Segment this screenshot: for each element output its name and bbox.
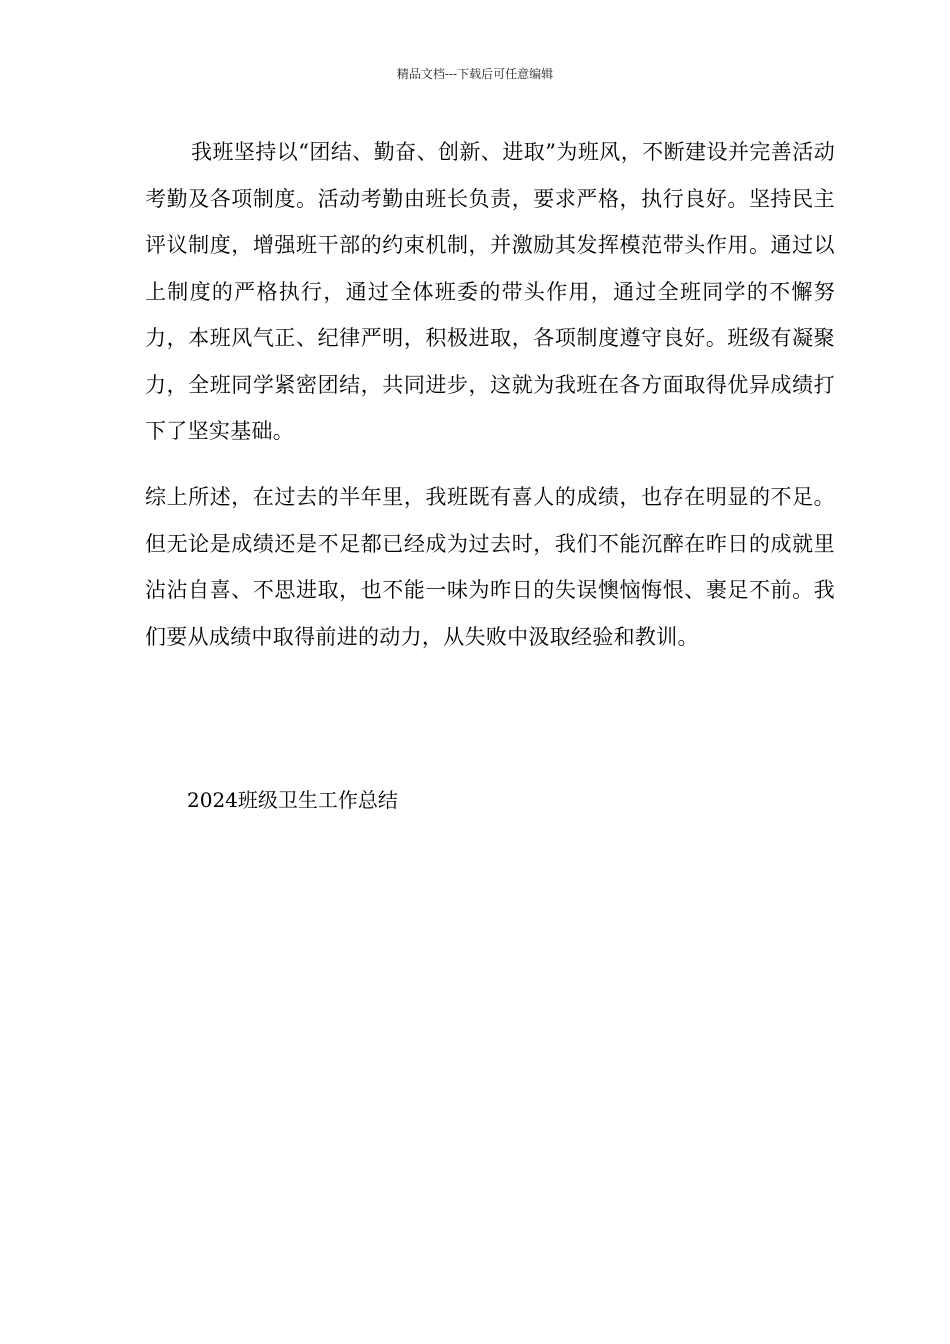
body-paragraph-2: 综上所述，在过去的半年里，我班既有喜人的成绩，也存在明显的不足。但无论是成绩还是不足都已经成为过去时，我们不能沉醉在昨日的成就里沾沾自喜、不思进取，也不能一味为昨日的失误懊恼悔恨、裹足不前。我们要从成绩中取得前进的动力，从失败中汲取经验和教训。 (145, 485, 835, 649)
body-paragraph-1: 我班坚持以“团结、勤奋、创新、进取”为班风，不断建设并完善活动考勤及各项制度。活动考勤由班长负责，要求严格，执行良好。坚持民主评议制度，增强班干部的约束机制，并激励其发挥模范带头作用。通过以上制度的严格执行，通过全体班委的带头作用，通过全班同学的不懈努力，本班风气正、纪律严明，积极进取，各项制度遵守良好。班级有凝聚力，全班同学紧密团结，共同进步，这就为我班在各方面取得优异成绩打下了坚实基础。 (145, 140, 835, 443)
page-header: 精品文档---下载后可任意编辑 (396, 67, 554, 81)
next-section-title: 2024班级卫生工作总结 (187, 788, 398, 812)
